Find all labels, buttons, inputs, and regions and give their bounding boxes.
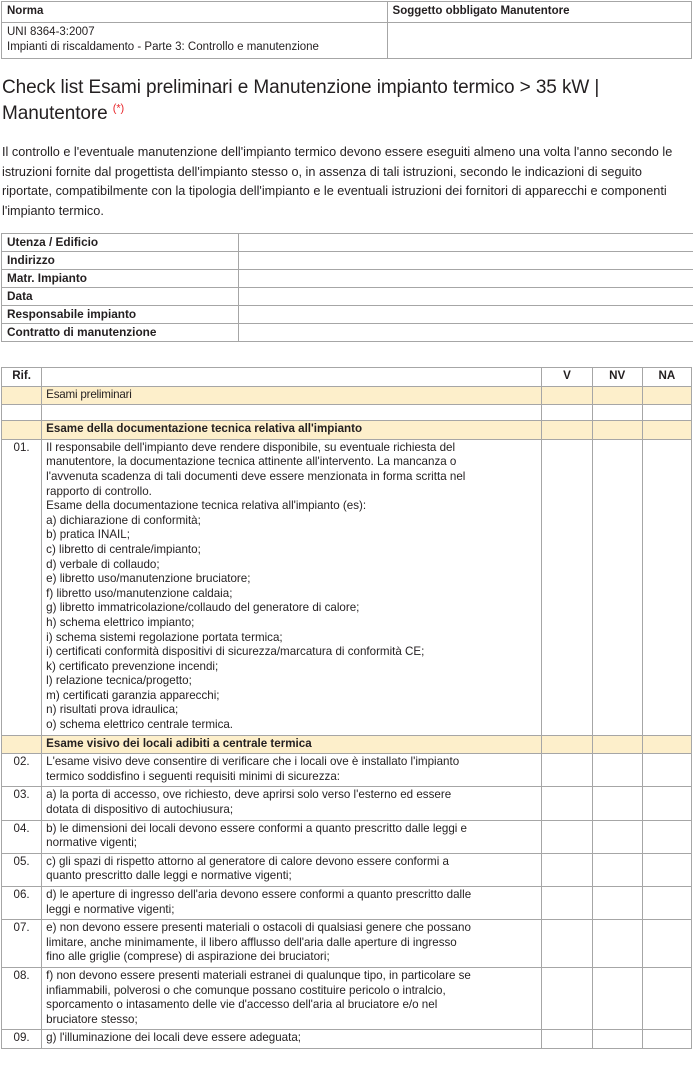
item-description-line: termico soddisfino i seguenti requisiti minimi di sicurezza: (46, 770, 537, 785)
item-description-line: manutentore, la documentazione tecnica attinente all'intervento. La mancanza o (46, 455, 537, 470)
header-v: V (542, 368, 592, 387)
main-section-heading: Esami preliminari (42, 386, 542, 405)
check-cell-nv[interactable] (592, 967, 642, 1029)
checklist-item-row (2, 787, 692, 820)
item-description-line: quanto prescritto dalle leggi e normative vigenti; (46, 869, 537, 884)
intro-paragraph: Il controllo e l'eventuale manutenzione dell'impianto termico devono essere eseguiti almeno una volta l'anno secondo le istruzioni fornite dal progettista dell'impianto stesso o, in assenza di tali istruzioni, secondo le indicazioni di seguito riportate, compatibilmente con la tipologia dell'impianto e le eventuali istruzioni dei fornitori di apparecchi e componenti l'impianto termico. (2, 143, 689, 221)
item-description (42, 439, 542, 735)
check-cell-v[interactable] (542, 386, 592, 405)
anagrafica-value-field[interactable] (239, 306, 693, 324)
item-reference-number: 05. (2, 853, 42, 886)
subsection-rif-cell (2, 421, 42, 440)
check-cell-na[interactable] (642, 405, 691, 421)
norma-header-cell: Norma (2, 2, 388, 23)
page-title (2, 75, 693, 127)
check-cell-na[interactable] (642, 920, 691, 968)
anagrafica-row (2, 252, 693, 270)
anagrafica-label: Data (2, 288, 239, 306)
item-reference-number: 01. (2, 439, 42, 735)
item-description-line: g) libretto immatricolazione/collaudo del generatore di calore; (46, 601, 537, 616)
item-description-line: f) libretto uso/manutenzione caldaia; (46, 587, 537, 602)
anagrafica-body (2, 234, 693, 342)
checklist-subsection-row (2, 421, 692, 440)
anagrafica-label: Responsabile impianto (2, 306, 239, 324)
anagrafica-row (2, 324, 693, 342)
check-cell-v[interactable] (542, 787, 592, 820)
item-description (42, 754, 542, 787)
anagrafica-row (2, 288, 693, 306)
norma-header-row (2, 2, 692, 23)
checklist-table (1, 367, 692, 1049)
item-description (42, 787, 542, 820)
anagrafica-table (1, 233, 693, 342)
check-cell-na[interactable] (642, 853, 691, 886)
check-cell-na[interactable] (642, 421, 691, 440)
item-description-line: L'esame visivo deve consentire di verificare che i locali ove è installato l'impianto (46, 755, 537, 770)
soggetto-header-cell: Soggetto obbligato Manutentore (387, 2, 691, 23)
item-reference-number: 04. (2, 820, 42, 853)
anagrafica-label: Utenza / Edificio (2, 234, 239, 252)
item-description-line: b) le dimensioni dei locali devono essere conformi a quanto prescritto dalle leggi e (46, 822, 537, 837)
item-description (42, 820, 542, 853)
check-cell-nv[interactable] (592, 1030, 642, 1049)
item-description-line: g) l'illuminazione dei locali deve essere adeguata; (46, 1031, 537, 1046)
checklist-item-row (2, 887, 692, 920)
item-reference-number: 09. (2, 1030, 42, 1049)
item-description-line: d) le aperture di ingresso dell'aria devono essere conformi a quanto prescritto dalle (46, 888, 537, 903)
item-reference-number: 02. (2, 754, 42, 787)
header-na: NA (642, 368, 691, 387)
check-cell-na[interactable] (642, 967, 691, 1029)
item-reference-number: 07. (2, 920, 42, 968)
item-description-line: e) non devono essere presenti materiali o ostacoli di qualsiasi genere che possano (46, 921, 537, 936)
check-cell-nv[interactable] (592, 754, 642, 787)
check-cell-v[interactable] (542, 887, 592, 920)
anagrafica-label: Matr. Impianto (2, 270, 239, 288)
item-description-line: m) certificati garanzia apparecchi; (46, 689, 537, 704)
anagrafica-value-field[interactable] (239, 324, 693, 342)
check-cell-v[interactable] (542, 967, 592, 1029)
item-description-line: dotata di dispositivo di autochiusura; (46, 803, 537, 818)
norma-code: UNI 8364-3:2007 (7, 25, 382, 40)
header-nv: NV (592, 368, 642, 387)
checklist-item-row (2, 820, 692, 853)
checklist-item-row (2, 1030, 692, 1049)
item-description-line: normative vigenti; (46, 836, 537, 851)
footnote-asterisk: (*) (113, 103, 124, 115)
check-cell-nv[interactable] (592, 386, 642, 405)
check-cell-nv[interactable] (592, 920, 642, 968)
item-reference-number: 03. (2, 787, 42, 820)
check-cell-v[interactable] (542, 820, 592, 853)
item-description-line: n) risultati prova idraulica; (46, 703, 537, 718)
check-cell-v[interactable] (542, 735, 592, 754)
check-cell-na[interactable] (642, 735, 691, 754)
check-cell-na[interactable] (642, 386, 691, 405)
check-cell-nv[interactable] (592, 887, 642, 920)
checklist-subsection-row (2, 735, 692, 754)
check-cell-v[interactable] (542, 421, 592, 440)
item-description-line: h) schema elettrico impianto; (46, 616, 537, 631)
item-description-line: e) libretto uso/manutenzione bruciatore; (46, 572, 537, 587)
check-cell-nv[interactable] (592, 405, 642, 421)
subsection-heading: Esame visivo dei locali adibiti a centrale termica (42, 735, 542, 754)
item-description (42, 853, 542, 886)
main-section-rif-cell (2, 386, 42, 405)
norma-table (1, 1, 692, 59)
item-description-line: o) schema elettrico centrale termica. (46, 718, 537, 733)
check-cell-nv[interactable] (592, 787, 642, 820)
check-cell-nv[interactable] (592, 421, 642, 440)
item-description-line: rapporto di controllo. (46, 485, 537, 500)
checklist-item-row (2, 754, 692, 787)
page-title-text: Check list Esami preliminari e Manutenzione impianto termico > 35 kW | Manutentore (2, 77, 599, 124)
item-description-line: c) libretto di centrale/impianto; (46, 543, 537, 558)
item-description-line: d) verbale di collaudo; (46, 558, 537, 573)
anagrafica-row (2, 306, 693, 324)
item-reference-number: 08. (2, 967, 42, 1029)
checklist-item-row (2, 853, 692, 886)
anagrafica-value-field[interactable] (239, 270, 693, 288)
spacer-desc-cell (42, 405, 542, 421)
item-description-line: limitare, anche minimamente, il libero afflusso dell'aria dalle aperture di ingresso (46, 936, 537, 951)
check-cell-na[interactable] (642, 1030, 691, 1049)
header-rif: Rif. (2, 368, 42, 387)
checklist-item-row (2, 439, 692, 735)
item-description-line: infiammabili, polverosi o che comunque possano costituire pericolo o intralcio, (46, 984, 537, 999)
item-description (42, 887, 542, 920)
item-description-line: c) gli spazi di rispetto attorno al generatore di calore devono essere conformi a (46, 855, 537, 870)
item-description-line: i) schema sistemi regolazione portata termica; (46, 631, 537, 646)
norma-value-cell (2, 23, 388, 59)
item-description-line: a) la porta di accesso, ove richiesto, deve aprirsi solo verso l'esterno ed essere (46, 788, 537, 803)
item-description-line: leggi e normative vigenti; (46, 903, 537, 918)
norma-description: Impianti di riscaldamento - Parte 3: Controllo e manutenzione (7, 40, 382, 55)
item-reference-number: 06. (2, 887, 42, 920)
soggetto-value-cell[interactable] (387, 23, 691, 59)
item-description-line: Il responsabile dell'impianto deve rendere disponibile, su eventuale richiesta del (46, 441, 537, 456)
item-description (42, 1030, 542, 1049)
anagrafica-row (2, 234, 693, 252)
check-cell-v[interactable] (542, 439, 592, 735)
check-cell-v[interactable] (542, 920, 592, 968)
check-cell-v[interactable] (542, 405, 592, 421)
item-description-line: k) certificato prevenzione incendi; (46, 660, 537, 675)
item-description-line: a) dichiarazione di conformità; (46, 514, 537, 529)
check-cell-na[interactable] (642, 787, 691, 820)
norma-body-row (2, 23, 692, 59)
checklist-main-section-row (2, 386, 692, 405)
item-description-line: i) certificati conformità dispositivi di sicurezza/marcatura di conformità CE; (46, 645, 537, 660)
anagrafica-value-field[interactable] (239, 288, 693, 306)
check-cell-nv[interactable] (592, 735, 642, 754)
document-page (0, 1, 693, 1049)
item-description-line: Esame della documentazione tecnica relativa all'impianto (es): (46, 499, 537, 514)
subsection-heading: Esame della documentazione tecnica relativa all'impianto (42, 421, 542, 440)
check-cell-v[interactable] (542, 754, 592, 787)
anagrafica-label: Contratto di manutenzione (2, 324, 239, 342)
anagrafica-label: Indirizzo (2, 252, 239, 270)
checklist-body (2, 386, 692, 1048)
checklist-header-row (2, 368, 692, 387)
check-cell-v[interactable] (542, 853, 592, 886)
check-cell-nv[interactable] (592, 853, 642, 886)
item-description-line: bruciatore stesso; (46, 1013, 537, 1028)
item-description-line: fino alle griglie (comprese) di aspirazione dei bruciatori; (46, 950, 537, 965)
item-description (42, 967, 542, 1029)
spacer-rif-cell (2, 405, 42, 421)
check-cell-nv[interactable] (592, 439, 642, 735)
subsection-rif-cell (2, 735, 42, 754)
item-description-line: b) pratica INAIL; (46, 528, 537, 543)
anagrafica-row (2, 270, 693, 288)
item-description-line: f) non devono essere presenti materiali estranei di qualunque tipo, in particolare se (46, 969, 537, 984)
check-cell-v[interactable] (542, 1030, 592, 1049)
item-description-line: l) relazione tecnica/progetto; (46, 674, 537, 689)
check-cell-nv[interactable] (592, 820, 642, 853)
anagrafica-value-field[interactable] (239, 252, 693, 270)
checklist-item-row (2, 967, 692, 1029)
checklist-item-row (2, 920, 692, 968)
item-description-line: sporcamento o intasamento delle vie d'accesso dell'aria al bruciatore e/o nel (46, 998, 537, 1013)
checklist-spacer-row (2, 405, 692, 421)
item-description-line: l'avvenuta scadenza di tali documenti deve essere menzionata in forma scritta nel (46, 470, 537, 485)
check-cell-na[interactable] (642, 439, 691, 735)
anagrafica-value-field[interactable] (239, 234, 693, 252)
header-description (42, 368, 542, 387)
check-cell-na[interactable] (642, 887, 691, 920)
check-cell-na[interactable] (642, 754, 691, 787)
item-description (42, 920, 542, 968)
check-cell-na[interactable] (642, 820, 691, 853)
